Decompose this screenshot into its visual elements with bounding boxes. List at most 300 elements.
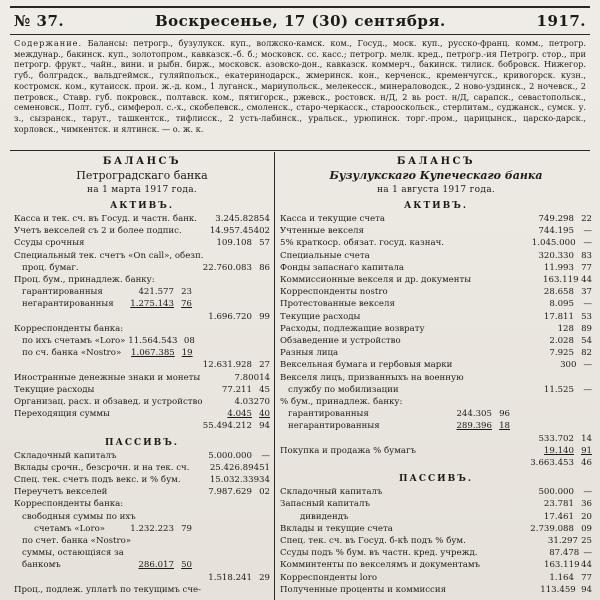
- balance-row: [14, 559, 270, 571]
- total-rubles: 25.426.894: [209, 462, 260, 473]
- total-kopecks: [252, 559, 270, 571]
- balance-row: [280, 535, 592, 547]
- total-rubles: [193, 347, 253, 359]
- row-label: Вклады срочн., безсрочн. и на тек. сч.: [14, 462, 190, 473]
- balance-row: [14, 213, 270, 225]
- subtotal-rubles: [430, 347, 492, 359]
- total-rubles: [527, 372, 578, 384]
- subtotal-rubles: 244.305: [456, 409, 492, 420]
- subtotal-kopecks: [176, 547, 194, 559]
- balance-row: [14, 250, 270, 262]
- total-kopecks: 89: [581, 323, 592, 334]
- subtotal-kopecks: [203, 474, 210, 486]
- subtotal-kopecks: 19: [181, 348, 193, 359]
- balance-row: [280, 511, 592, 523]
- row-label: [280, 457, 430, 469]
- balance-row: [280, 445, 592, 457]
- subtotal-rubles: 286.017: [138, 560, 174, 571]
- row-label: Обзаведение и устройство: [280, 336, 401, 347]
- row-label: службу по мобилизации: [288, 384, 399, 395]
- subtotal-rubles: [120, 486, 174, 498]
- subtotal-kopecks: [227, 250, 235, 262]
- subtotal-rubles: [155, 274, 197, 286]
- subtotal-rubles: [430, 457, 492, 469]
- subtotal-kopecks: [174, 237, 192, 249]
- subtotal-kopecks: [492, 396, 510, 408]
- subtotal-rubles: 421.577: [138, 287, 174, 298]
- subtotal-kopecks: [492, 445, 510, 457]
- row-label: Учтенные векселя: [280, 226, 364, 237]
- subtotal-kopecks: [492, 262, 510, 274]
- total-kopecks: [262, 250, 270, 262]
- table-of-contents: [14, 38, 586, 148]
- row-label: Организац. расх. и обзавед. и устройство: [14, 397, 203, 408]
- total-rubles: 22.760.083: [202, 262, 252, 273]
- subtotal-kopecks: [492, 523, 510, 535]
- subtotal-rubles: [430, 225, 492, 237]
- row-label: Складочный капиталъ: [280, 487, 383, 498]
- row-label: Запасный капиталъ: [280, 499, 370, 510]
- total-kopecks: —: [583, 360, 592, 371]
- total-kopecks: 54: [581, 336, 592, 347]
- total-rubles: 163.119: [543, 275, 579, 286]
- total-rubles: 17.811: [543, 311, 574, 322]
- row-label: Складочный капиталъ: [14, 450, 117, 461]
- row-label: Протестованные векселя: [280, 299, 395, 310]
- row-label: Ссуды срочныя: [14, 238, 85, 249]
- subtotal-rubles: [444, 237, 501, 249]
- balance-row: [280, 323, 592, 335]
- subtotal-rubles: [464, 372, 513, 384]
- total-rubles: 19.140: [543, 445, 574, 456]
- total-kopecks: 37: [581, 287, 592, 298]
- row-label: Векселя лицъ, призванныхъ на военную: [280, 372, 464, 383]
- total-rubles: 3.245.828: [215, 214, 260, 224]
- subtotal-rubles: [430, 323, 492, 335]
- balance-row: [280, 572, 592, 584]
- right-column: [280, 154, 592, 600]
- subtotal-rubles: [201, 584, 226, 596]
- total-kopecks: 99: [259, 311, 270, 322]
- right-aktiv-table: [280, 213, 592, 469]
- balance-row: [14, 359, 270, 371]
- subtotal-rubles: [123, 323, 176, 335]
- total-kopecks: 02: [259, 487, 270, 498]
- row-label: Спец. тек. счетъ подъ векс. и % бум.: [14, 475, 181, 486]
- right-balance-date: на 1 августа 1917 года.: [376, 185, 496, 195]
- subtotal-rubles: [430, 384, 492, 396]
- subtotal-rubles: [478, 547, 522, 559]
- subtotal-kopecks: [521, 547, 534, 559]
- subtotal-kopecks: [492, 457, 510, 469]
- total-kopecks: —: [583, 226, 592, 237]
- total-rubles: 2.739.088: [530, 523, 574, 534]
- subtotal-kopecks: [226, 584, 234, 596]
- total-kopecks: [252, 323, 270, 335]
- subtotal-kopecks: [514, 535, 528, 547]
- balance-row: [280, 420, 592, 432]
- header-rule: [10, 34, 590, 35]
- row-label: свободныя суммы по ихъ: [22, 511, 136, 522]
- row-label: гарантированныя: [22, 287, 103, 298]
- total-kopecks: 54: [259, 214, 270, 224]
- subtotal-kopecks: [506, 359, 522, 371]
- subtotal-rubles: [203, 250, 227, 262]
- balance-row: [14, 535, 270, 547]
- total-kopecks: [578, 372, 592, 384]
- subtotal-rubles: 11.564.543: [128, 336, 178, 347]
- total-kopecks: [574, 420, 592, 432]
- balance-row: [14, 274, 270, 286]
- subtotal-rubles: [189, 462, 204, 474]
- balance-row: [280, 559, 592, 571]
- balance-row: [14, 286, 270, 298]
- balance-row: [280, 286, 592, 298]
- subtotal-rubles: [181, 474, 203, 486]
- total-rubles: 87.478: [549, 548, 580, 559]
- subtotal-rubles: [480, 559, 523, 571]
- balance-row: [14, 311, 270, 323]
- balance-row: [14, 262, 270, 274]
- total-kopecks: 86: [259, 262, 270, 273]
- row-label: Комминтенты по векселямъ и документамъ: [280, 560, 481, 571]
- total-rubles: 4.032: [234, 397, 260, 408]
- left-passiv-table: [14, 450, 270, 596]
- balance-row: [280, 457, 592, 469]
- subtotal-kopecks: [492, 323, 510, 335]
- row-label: негарантированныя: [22, 299, 114, 310]
- row-label: [280, 433, 430, 445]
- total-rubles: 128: [557, 323, 574, 334]
- left-passiv-heading: ПАССИВЪ.: [104, 437, 179, 448]
- total-rubles: 8.095: [549, 299, 574, 310]
- total-rubles: 4.045: [227, 409, 252, 420]
- subtotal-kopecks: [492, 486, 510, 498]
- total-kopecks: [252, 286, 270, 298]
- left-aktiv-heading: АКТИВЪ.: [109, 201, 175, 211]
- total-rubles: 55.494.212: [202, 421, 252, 432]
- balance-row: [280, 250, 592, 262]
- row-label: проц. бумаг.: [22, 262, 79, 273]
- subtotal-kopecks: [492, 250, 510, 262]
- subtotal-kopecks: [492, 298, 510, 310]
- subtotal-kopecks: [184, 511, 200, 523]
- total-rubles: 1.164: [549, 572, 574, 583]
- row-label: Касса и тек. сч. въ Госуд. и частн. банк.: [14, 214, 198, 224]
- contents-rule: [10, 150, 590, 151]
- subtotal-kopecks: [226, 396, 234, 408]
- row-label: по ихъ счетамъ «Loro»: [22, 336, 126, 347]
- total-rubles: 744.195: [538, 226, 574, 237]
- total-kopecks: [256, 274, 270, 286]
- subtotal-rubles: [182, 225, 203, 237]
- row-label: [14, 311, 120, 323]
- subtotal-rubles: [430, 523, 492, 535]
- total-kopecks: [252, 298, 270, 310]
- subtotal-kopecks: [492, 286, 510, 298]
- total-kopecks: [574, 396, 592, 408]
- total-kopecks: 27: [259, 360, 270, 371]
- right-bank-name: Бузулукскаго Купеческаго банка: [329, 169, 543, 182]
- subtotal-kopecks: [174, 572, 192, 584]
- subtotal-rubles: [430, 511, 492, 523]
- subtotal-kopecks: [174, 408, 192, 420]
- row-label: по счет. банка «Nostro»: [22, 536, 132, 547]
- left-column: [14, 154, 270, 600]
- subtotal-kopecks: 23: [181, 287, 192, 298]
- left-aktiv-table: [14, 213, 270, 433]
- total-kopecks: [252, 347, 270, 359]
- subtotal-kopecks: [203, 225, 210, 237]
- subtotal-rubles: [120, 420, 174, 432]
- total-kopecks: —: [583, 299, 592, 310]
- subtotal-kopecks: [492, 433, 510, 445]
- total-rubles: 749.298: [538, 214, 574, 224]
- subtotal-rubles: [120, 384, 174, 396]
- total-rubles: 7.800: [234, 372, 260, 383]
- total-rubles: 500.000: [538, 487, 574, 498]
- subtotal-kopecks: 96: [499, 409, 510, 420]
- balance-row: [14, 498, 270, 510]
- subtotal-kopecks: 76: [181, 299, 192, 310]
- subtotal-kopecks: [492, 225, 510, 237]
- subtotal-kopecks: [501, 237, 517, 249]
- total-kopecks: 77: [581, 262, 592, 273]
- subtotal-rubles: [120, 262, 174, 274]
- row-label: Проц. бум., принадлеж. банку:: [14, 275, 155, 286]
- balance-row: [280, 225, 592, 237]
- subtotal-rubles: [466, 535, 514, 547]
- row-label: Вексельная бумага и гербовыя марки: [280, 360, 453, 371]
- total-kopecks: 22: [581, 214, 592, 224]
- row-label: [14, 359, 120, 371]
- subtotal-rubles: [131, 535, 181, 547]
- row-label: счетамъ «Loro»: [34, 523, 106, 534]
- balance-row: [14, 408, 270, 420]
- total-rubles: 11.993: [543, 262, 574, 273]
- row-label: Иностранные денежные знаки и монеты: [14, 372, 201, 383]
- subtotal-rubles: [203, 396, 226, 408]
- total-kopecks: —: [261, 450, 270, 461]
- total-rubles: 1.696.720: [208, 311, 252, 322]
- subtotal-kopecks: [492, 498, 510, 510]
- subtotal-rubles: [123, 498, 176, 510]
- subtotal-rubles: [430, 498, 492, 510]
- balance-row: [280, 262, 592, 274]
- subtotal-rubles: [430, 572, 492, 584]
- total-rubles: 17.461: [543, 511, 574, 522]
- balance-row: [14, 396, 270, 408]
- total-rubles: 320.330: [538, 250, 574, 261]
- total-rubles: 12.631.928: [202, 360, 252, 371]
- balance-row: [280, 396, 592, 408]
- subtotal-rubles: [430, 213, 492, 225]
- subtotal-kopecks: [492, 572, 510, 584]
- row-label: Специальный тек. счетъ «On call», обезп.: [14, 250, 204, 261]
- subtotal-kopecks: [174, 311, 192, 323]
- balance-row: [14, 572, 270, 584]
- row-label: 5% краткоср. обязат. госуд. казнач.: [280, 238, 444, 249]
- subtotal-rubles: [430, 335, 492, 347]
- subtotal-rubles: 1.275.143: [130, 299, 174, 310]
- row-label: [14, 420, 120, 432]
- left-balance-title: БАЛАНСЪ: [102, 156, 182, 167]
- total-kopecks: 82: [581, 348, 592, 359]
- right-passiv-table: [280, 486, 592, 596]
- subtotal-rubles: [200, 372, 224, 384]
- total-rubles: [210, 274, 256, 286]
- total-kopecks: 53: [581, 311, 592, 322]
- row-label: дивидендъ: [300, 511, 349, 522]
- total-kopecks: 44: [581, 560, 592, 571]
- contents-text: Балансы: петрогр., бузулукск. куп., волжско-камск. ком., Госуд., моск. куп., русско-франц. комм., петрогр. междунар., бакинск. куп., золотопром., кавказск.–б. б.; московск. сс. касс.; петрогр. мелк. кред., петрогр.-ия Петрогр. стор., при петрогр. фрукт., чайн., вини. и рыбн. бирж., московск. азовско-дон., кавказск. коммерч., бакинск. тилиск. бобровск. Нижегор. губ., болградск., вальдгеймск., гуляйпольск., екатеринодарск., жмеринск. кон., керченск., кременчугск., кривогорск. кузн., костромск. ком., кутаисск. прои. ж.-д. ком., 1 луганск., мариупольск., мелекесск., минераловодск., 2 ново-уздинск., 2 ночевск., 2 петровск., Ставр. губ. покровск., полтавск. ком., пятигорск., ржевск., ростовск. н/Д, 2 вь рост. н/Д, сарапск., севастопольск., семеновск., Полт. губ., симферол. с.-х., скобелевск., смоленск., старо-черкасск., старооскольск., стерлитам., суджанск., сумск. у. з., сызранск., тарут., ташкентск., тифлисск., 2 усть-лабинск., уральск., урюпинск. торг.-пром., царицынск., царско-дарск., хорловск., чимкентск. и ялтинск. — о. ж. к.: [14, 38, 586, 134]
- row-label: Расходы, подлежащие возврату: [280, 323, 425, 334]
- row-label: Полученные проценты и коммиссия: [280, 584, 447, 595]
- subtotal-rubles: [197, 213, 211, 225]
- total-rubles: [192, 286, 252, 298]
- subtotal-kopecks: [492, 511, 510, 523]
- subtotal-rubles: [430, 433, 492, 445]
- total-rubles: 28.658: [543, 287, 574, 298]
- subtotal-rubles: [452, 359, 505, 371]
- row-label: % бум., принадлеж. банку:: [280, 397, 403, 408]
- total-kopecks: 57: [259, 238, 270, 249]
- subtotal-rubles: 289.396: [456, 421, 492, 432]
- row-label: Коммиссионные векселя и др. документы: [280, 275, 472, 286]
- balance-row: [280, 523, 592, 535]
- total-rubles: 7.987.629: [208, 487, 252, 498]
- balance-row: [14, 523, 270, 535]
- balance-row: [14, 384, 270, 396]
- row-label: Корреспонденты loro: [280, 572, 377, 583]
- total-kopecks: [262, 584, 270, 596]
- row-label: Переучетъ векселей: [14, 487, 108, 498]
- balance-row: [280, 298, 592, 310]
- subtotal-rubles: [430, 298, 492, 310]
- subtotal-rubles: [446, 584, 502, 596]
- subtotal-rubles: [430, 486, 492, 498]
- issue-year: 1917.: [536, 12, 586, 30]
- balance-row: [280, 335, 592, 347]
- total-kopecks: 36: [581, 499, 592, 510]
- total-kopecks: 29: [259, 572, 270, 583]
- balance-row: [14, 474, 270, 486]
- total-kopecks: 91: [581, 445, 592, 456]
- total-kopecks: 51: [259, 462, 270, 473]
- balance-row: [280, 347, 592, 359]
- subtotal-kopecks: [176, 498, 194, 510]
- balance-row: [14, 372, 270, 384]
- subtotal-kopecks: [181, 535, 198, 547]
- balance-row: [280, 213, 592, 225]
- total-rubles: [234, 584, 262, 596]
- total-kopecks: [252, 547, 270, 559]
- row-label: Специальные счета: [280, 250, 370, 261]
- total-rubles: [194, 498, 253, 510]
- total-kopecks: —: [583, 384, 592, 395]
- total-kopecks: 77: [581, 572, 592, 583]
- row-label: суммы, остающiяся за: [22, 548, 124, 559]
- subtotal-kopecks: [196, 274, 210, 286]
- total-kopecks: 94: [259, 421, 270, 432]
- total-kopecks: —: [583, 487, 592, 498]
- total-rubles: 533.702: [538, 433, 574, 444]
- total-rubles: [235, 250, 262, 262]
- total-rubles: 14.957.454: [209, 226, 260, 237]
- balance-row: [14, 347, 270, 359]
- total-rubles: [192, 298, 252, 310]
- subtotal-rubles: [120, 359, 174, 371]
- subtotal-kopecks: [174, 420, 192, 432]
- balance-row: [14, 323, 270, 335]
- issue-date: Воскресенье, 17 (30) сентября.: [154, 12, 446, 30]
- subtotal-kopecks: [174, 262, 192, 274]
- total-kopecks: [254, 511, 270, 523]
- total-kopecks: 44: [581, 275, 592, 286]
- balance-row: [14, 298, 270, 310]
- row-label: банкомъ: [22, 560, 61, 571]
- subtotal-rubles: [120, 450, 174, 462]
- total-rubles: 31.297: [547, 536, 578, 547]
- balance-row: [14, 450, 270, 462]
- total-rubles: [192, 523, 252, 535]
- subtotal-kopecks: [492, 335, 510, 347]
- total-rubles: 3.663.453: [530, 458, 574, 469]
- total-rubles: 11.525: [543, 384, 574, 395]
- balance-row: [280, 486, 592, 498]
- balance-row: [280, 433, 592, 445]
- total-kopecks: [252, 523, 270, 535]
- subtotal-kopecks: [517, 274, 530, 286]
- row-label: Спец. тек. сч. въ Госуд. б-кѣ подъ % бум.: [280, 536, 466, 547]
- balance-row: [280, 311, 592, 323]
- subtotal-rubles: [120, 237, 174, 249]
- total-kopecks: —: [583, 548, 592, 559]
- total-rubles: [195, 335, 253, 347]
- total-kopecks: 14: [581, 433, 592, 444]
- total-rubles: [194, 323, 253, 335]
- right-balance-title: БАЛАНСЪ: [396, 156, 476, 167]
- balance-row: [14, 547, 270, 559]
- row-label: гарантированныя: [288, 409, 369, 420]
- balance-row: [280, 498, 592, 510]
- total-rubles: 163.119: [544, 560, 580, 571]
- total-rubles: [198, 535, 254, 547]
- total-rubles: 2.028: [549, 336, 574, 347]
- total-rubles: [510, 408, 574, 420]
- subtotal-kopecks: [174, 359, 192, 371]
- row-label: Корреспонденты банка:: [14, 499, 124, 510]
- total-rubles: 300: [560, 360, 577, 371]
- balance-row: [14, 225, 270, 237]
- balance-row: [14, 486, 270, 498]
- row-label: Учетъ векселей съ 2 и более подпис.: [14, 226, 182, 237]
- subtotal-kopecks: [224, 372, 232, 384]
- balance-row: [14, 462, 270, 474]
- subtotal-kopecks: [174, 384, 192, 396]
- row-label: Текущие расходы: [280, 311, 361, 322]
- subtotal-rubles: [430, 250, 492, 262]
- row-label: Ссуды подъ % бум. въ частн. кред. учрежд.: [280, 548, 478, 559]
- balance-row: [280, 408, 592, 420]
- subtotal-kopecks: [523, 559, 535, 571]
- total-rubles: [510, 396, 574, 408]
- balance-row: [280, 372, 592, 384]
- subtotal-kopecks: [174, 450, 192, 462]
- row-label: Вклады и текущие счета: [280, 523, 393, 534]
- row-label: Проц., подлеж. уплатѣ по текущимъ сче-: [14, 584, 202, 595]
- subtotal-kopecks: [502, 584, 518, 596]
